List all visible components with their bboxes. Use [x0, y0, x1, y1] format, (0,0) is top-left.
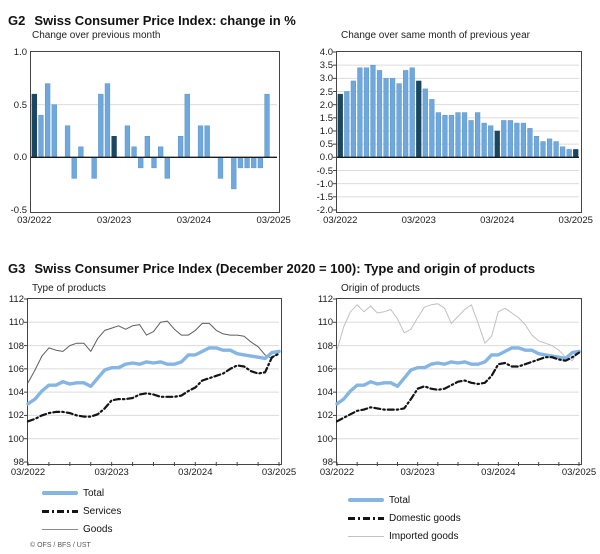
bar-g2-right-5	[371, 65, 376, 157]
y-tick-label: 1.5	[319, 112, 333, 124]
x-tick-label: 03/2022	[323, 215, 358, 226]
bar-g2-right-24	[495, 131, 500, 157]
bar-g2-left-9	[92, 157, 97, 178]
bar-g2-left-28	[218, 157, 223, 178]
bar-g2-left-22	[178, 136, 183, 157]
legend-label: Total	[83, 487, 105, 499]
x-tick-label: 03/2023	[96, 215, 132, 226]
bar-g2-right-29	[528, 128, 533, 157]
x-tick-label: 03/2024	[481, 467, 516, 478]
g3-right-legend	[348, 491, 461, 545]
g2-section-title	[8, 13, 296, 28]
bar-g2-right-13	[423, 89, 428, 157]
bar-g2-left-1	[39, 115, 44, 157]
y-tick-label: -1.0	[316, 178, 333, 190]
bar-g2-left-32	[245, 157, 250, 168]
y-tick-label: 0.0	[13, 152, 27, 164]
y-tick-label: 104	[8, 387, 24, 399]
total-line-swatch	[348, 498, 384, 502]
bar-g2-right-36	[573, 149, 578, 157]
bar-g2-left-33	[251, 157, 256, 168]
bar-g2-right-20	[469, 120, 474, 157]
bar-g2-left-34	[258, 157, 263, 168]
y-tick-label: -2.0	[316, 205, 333, 216]
bar-g2-right-12	[416, 81, 421, 157]
bar-g2-right-25	[501, 120, 506, 157]
legend-label: Goods	[83, 523, 113, 535]
bar-g2-left-14	[125, 126, 130, 158]
legend-label: Domestic goods	[389, 512, 461, 524]
x-tick-label: 03/2025	[561, 467, 597, 478]
g2-right-chart-title: Change over same month of previous year	[341, 30, 530, 41]
y-tick-label: 3.5	[319, 60, 333, 72]
bar-g2-left-16	[138, 157, 143, 168]
bar-g2-right-19	[462, 113, 467, 158]
bar-g2-right-11	[410, 68, 415, 158]
bar-g2-left-25	[198, 126, 203, 158]
bar-g2-left-2	[45, 84, 50, 158]
bar-g2-right-28	[521, 123, 526, 157]
imported-goods-line-swatch	[348, 536, 384, 537]
x-tick-label: 03/2022	[17, 215, 52, 226]
bar-g2-left-15	[132, 147, 137, 158]
g3-right-chart-title: Origin of products	[341, 283, 420, 294]
legend-item-domestic-goods	[348, 509, 461, 527]
x-tick-label: 03/2024	[178, 467, 213, 478]
g2-title: Swiss Consumer Price Index: change in %	[34, 13, 296, 28]
y-tick-label: 106	[8, 363, 24, 375]
legend-label: Imported goods	[389, 530, 459, 542]
y-tick-label: 100	[317, 433, 333, 445]
bar-g2-left-20	[165, 157, 170, 178]
bar-g2-left-5	[65, 126, 70, 158]
bar-g2-right-7	[384, 78, 389, 157]
bar-g2-left-10	[98, 94, 103, 157]
bar-g2-left-17	[145, 136, 150, 157]
g2-right-svg	[337, 52, 579, 210]
bar-g2-left-18	[152, 157, 157, 168]
y-tick-label: 112	[317, 294, 333, 305]
y-tick-label: 112	[8, 294, 24, 305]
g3-left-chart-title: Type of products	[32, 283, 106, 294]
goods-line-swatch	[42, 529, 78, 530]
x-tick-label: 03/2022	[10, 467, 46, 478]
g2-yearly-change-chart	[336, 51, 582, 213]
bar-g2-right-10	[403, 70, 408, 157]
g3-code: G3	[8, 261, 26, 276]
bar-g2-left-11	[105, 84, 110, 158]
bar-g2-left-6	[72, 157, 77, 178]
y-tick-label: 0.5	[13, 99, 27, 111]
y-tick-label: 2.5	[319, 86, 333, 98]
legend-item-goods	[42, 520, 121, 538]
y-tick-label: 102	[8, 410, 24, 422]
bar-g2-right-14	[429, 99, 434, 157]
bar-g2-right-34	[560, 147, 565, 158]
x-tick-label: 03/2024	[480, 215, 515, 226]
y-tick-label: 110	[8, 317, 24, 329]
domestic-goods-line-swatch	[348, 517, 384, 520]
bar-g2-right-9	[397, 84, 402, 158]
y-tick-label: 104	[317, 387, 333, 399]
y-tick-label: 3.0	[319, 73, 333, 85]
y-tick-label: 100	[8, 433, 24, 445]
x-tick-label: 03/2023	[94, 467, 129, 478]
y-tick-label: 110	[317, 317, 333, 329]
bar-g2-left-35	[265, 94, 270, 157]
y-tick-label: 108	[317, 340, 333, 352]
g3-section-title	[8, 261, 535, 276]
y-tick-label: 98	[13, 457, 24, 468]
bar-g2-right-6	[377, 70, 382, 157]
y-tick-label: 106	[317, 363, 333, 375]
legend-item-services	[42, 502, 121, 520]
bar-g2-right-30	[534, 136, 539, 157]
x-tick-label: 03/2024	[176, 215, 212, 226]
x-tick-label: 03/2023	[400, 467, 435, 478]
bar-g2-left-31	[238, 157, 243, 168]
g3-right-svg	[337, 299, 579, 462]
bar-g2-right-3	[358, 68, 363, 158]
bar-g2-right-35	[567, 149, 572, 157]
bar-g2-right-21	[475, 113, 480, 158]
bar-g2-right-17	[449, 115, 454, 157]
x-tick-label: 03/2022	[319, 467, 355, 478]
g2-monthly-change-chart	[30, 51, 280, 213]
bar-g2-right-16	[443, 115, 448, 157]
bar-g2-right-23	[488, 126, 493, 158]
g3-title: Swiss Consumer Price Index (December 2020 = 100): Type and origin of products	[34, 261, 536, 276]
bar-g2-left-26	[205, 126, 210, 158]
g3-type-of-products-chart	[27, 298, 282, 465]
bar-g2-right-27	[515, 123, 520, 157]
g3-origin-of-products-chart	[336, 298, 582, 465]
line-g3-right-imported-goods	[337, 304, 579, 361]
legend-label: Total	[389, 494, 411, 506]
y-tick-label: 102	[317, 410, 333, 422]
y-tick-label: 2.0	[319, 99, 333, 111]
source-credit: © OFS / BFS / UST	[30, 542, 91, 549]
x-tick-label: 03/2023	[401, 215, 436, 226]
y-tick-label: -0.5	[316, 165, 333, 177]
x-tick-label: 03/2025	[558, 215, 593, 226]
g2-left-svg	[31, 52, 277, 210]
bar-g2-right-31	[541, 142, 546, 158]
y-tick-label: -1.5	[316, 191, 333, 203]
y-tick-label: 0.0	[319, 152, 333, 164]
x-tick-label: 03/2025	[261, 467, 297, 478]
g3-left-legend	[42, 484, 121, 538]
bar-g2-right-15	[436, 113, 441, 158]
y-tick-label: -0.5	[10, 205, 27, 216]
bar-g2-left-7	[78, 147, 83, 158]
bar-g2-right-26	[508, 120, 513, 157]
bar-g2-left-12	[112, 136, 117, 157]
bar-g2-left-3	[52, 105, 57, 158]
g2-left-chart-title: Change over previous month	[32, 30, 161, 41]
total-line-swatch	[42, 491, 78, 495]
bar-g2-left-23	[185, 94, 190, 157]
bar-g2-left-30	[231, 157, 236, 189]
bar-g2-right-33	[554, 142, 559, 158]
y-tick-label: 1.0	[319, 126, 333, 137]
y-tick-label: 108	[8, 340, 24, 352]
legend-label: Services	[83, 505, 122, 517]
line-g3-right-total	[337, 348, 579, 404]
y-tick-label: 98	[322, 457, 333, 468]
legend-item-total	[348, 491, 461, 509]
line-g3-left-goods	[28, 321, 279, 383]
x-tick-label: 03/2025	[256, 215, 291, 226]
bar-g2-right-32	[547, 139, 552, 157]
y-tick-label: 4.0	[319, 47, 333, 58]
bar-g2-right-22	[482, 123, 487, 157]
y-tick-label: 0.5	[319, 139, 333, 151]
legend-item-total	[42, 484, 121, 502]
bar-g2-right-1	[344, 92, 349, 158]
y-tick-label: 1.0	[13, 47, 27, 58]
bar-g2-right-4	[364, 68, 369, 158]
bar-g2-right-8	[390, 78, 395, 157]
legend-item-imported-goods	[348, 527, 461, 545]
services-line-swatch	[42, 510, 78, 513]
bar-g2-left-0	[32, 94, 37, 157]
bar-g2-right-0	[338, 94, 343, 157]
g3-left-svg	[28, 299, 279, 462]
bar-g2-right-2	[351, 81, 356, 157]
bar-g2-right-18	[456, 113, 461, 158]
bar-g2-left-19	[158, 147, 163, 158]
g2-code: G2	[8, 13, 26, 28]
